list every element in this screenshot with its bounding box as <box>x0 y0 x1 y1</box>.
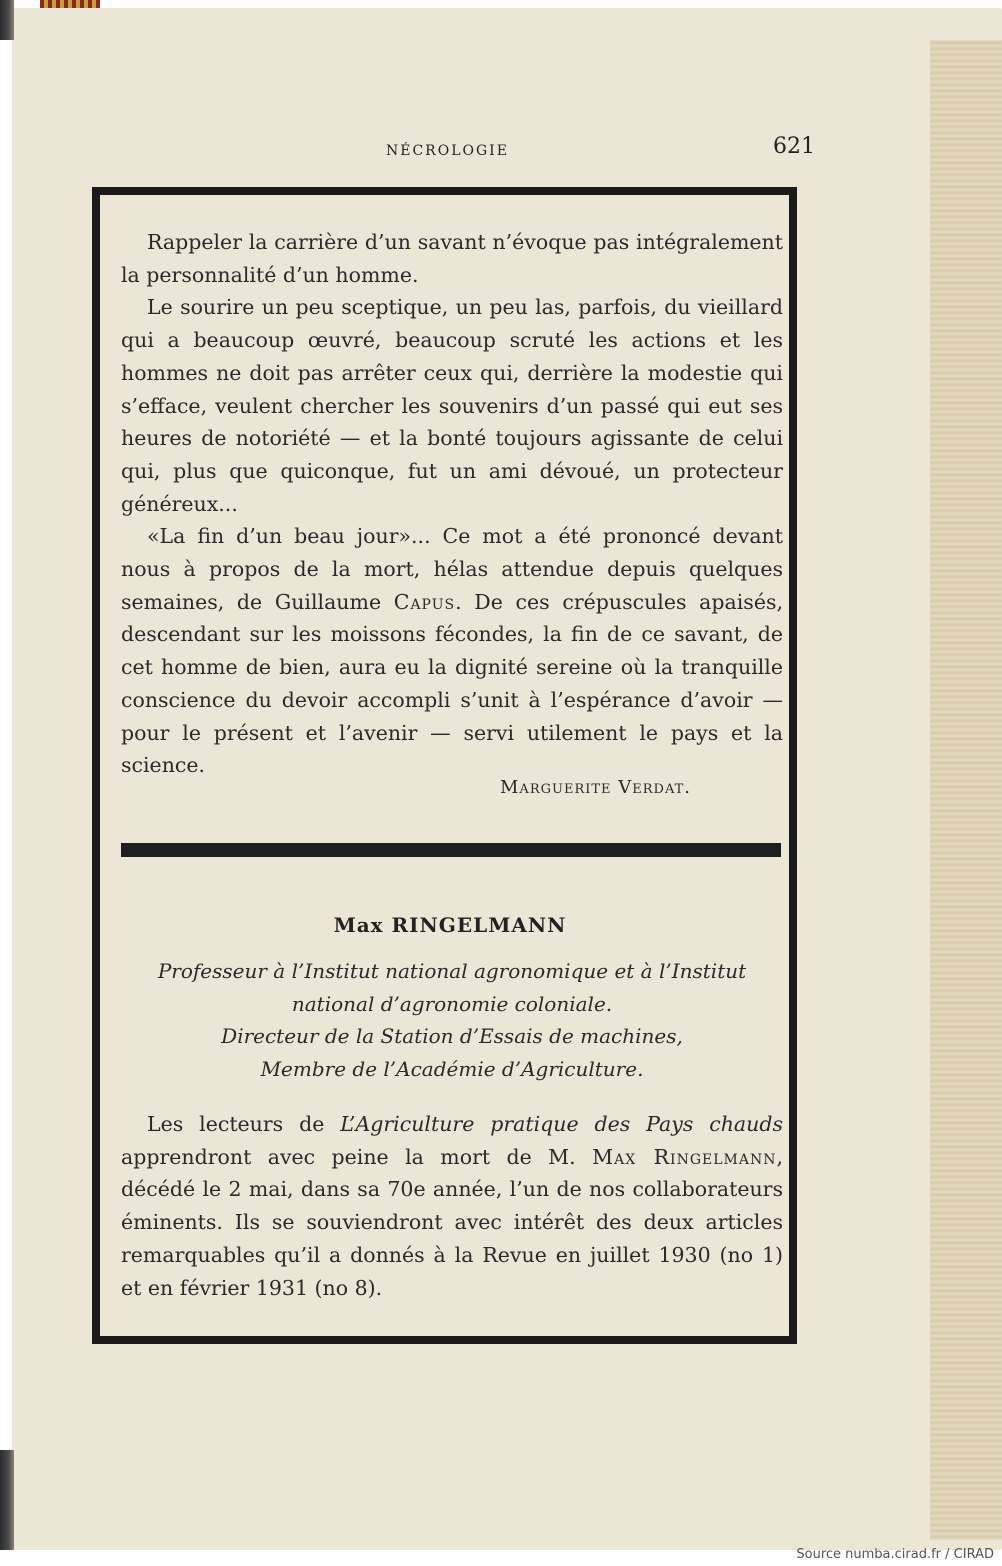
tribute-text <box>121 226 783 782</box>
page-number: 621 <box>773 134 815 159</box>
person-name: Max Ringelmann <box>592 1144 777 1169</box>
obituary-title: Max RINGELMANN <box>333 913 567 937</box>
book-spine-top <box>0 0 14 40</box>
obituary-paragraph: Les lecteurs de L’Agriculture pratique des Pays chauds apprendront avec peine la mort de M. Max Ringelmann, décédé le 2 mai, dans sa 70e année, l’un de nos collaborateurs éminents. Ils se souviendront avec intérêt des deux articles remarquables qu’il a donnés à la Revue en juillet 1930 (no 1) et en février 1931 (no 8). <box>121 1112 783 1300</box>
obituary-text <box>121 1108 783 1304</box>
tribute-paragraph: Rappeler la carrière d’un savant n’évoque pas intégralement la personnalité d’un homme. <box>121 230 783 287</box>
role-line: Directeur de la Station d’Essais de machines, <box>221 1024 683 1048</box>
page-edges <box>930 40 1002 1540</box>
journal-title: L’Agriculture pratique des Pays chauds <box>340 1112 783 1136</box>
section-divider <box>121 843 781 857</box>
role-line: Professeur à l’Institut national agronomique et à l’Institut <box>157 959 747 983</box>
signature: Marguerite Verdat. <box>500 777 692 798</box>
obituary-roles <box>121 955 783 1085</box>
role-line: national d’agronomie coloniale. <box>291 991 613 1016</box>
book-spine-bottom <box>0 1450 14 1550</box>
role-line: Membre de l’Académie d’Agriculture. <box>260 1056 644 1081</box>
running-head: NÉCROLOGIE <box>386 143 509 159</box>
bookmark-ribbon <box>40 0 100 8</box>
source-credit: Source numba.cirad.fr / CIRAD <box>796 1547 994 1562</box>
tribute-paragraph: «La fin d’un beau jour»... Ce mot a été prononcé devant nous à propos de la mort, hélas attendue depuis quelques semaines, de Guillaume Capus. De ces crépuscules apaisés, descendant sur les moissons fécondes, la fin de ce savant, de cet homme de bien, aura eu la dignité sereine où la tranquille conscience du devoir accompli s’unit à l’espérance d’avoir — pour le présent et l’avenir — servi utilement le pays et la science. <box>121 524 783 778</box>
person-name: Capus <box>393 589 456 614</box>
tribute-paragraph: Le sourire un peu sceptique, un peu las, parfois, du vieillard qui a beaucoup œuvré, beaucoup scruté les actions et les hommes ne doit pas arrêter ceux qui, derrière la modestie qui s’efface, veulent chercher les souvenirs d’un passé qui eut ses heures de notoriété — et la bonté toujours agissante de celui qui, plus que quiconque, fut un ami dévoué, un protecteur généreux... <box>121 295 783 516</box>
